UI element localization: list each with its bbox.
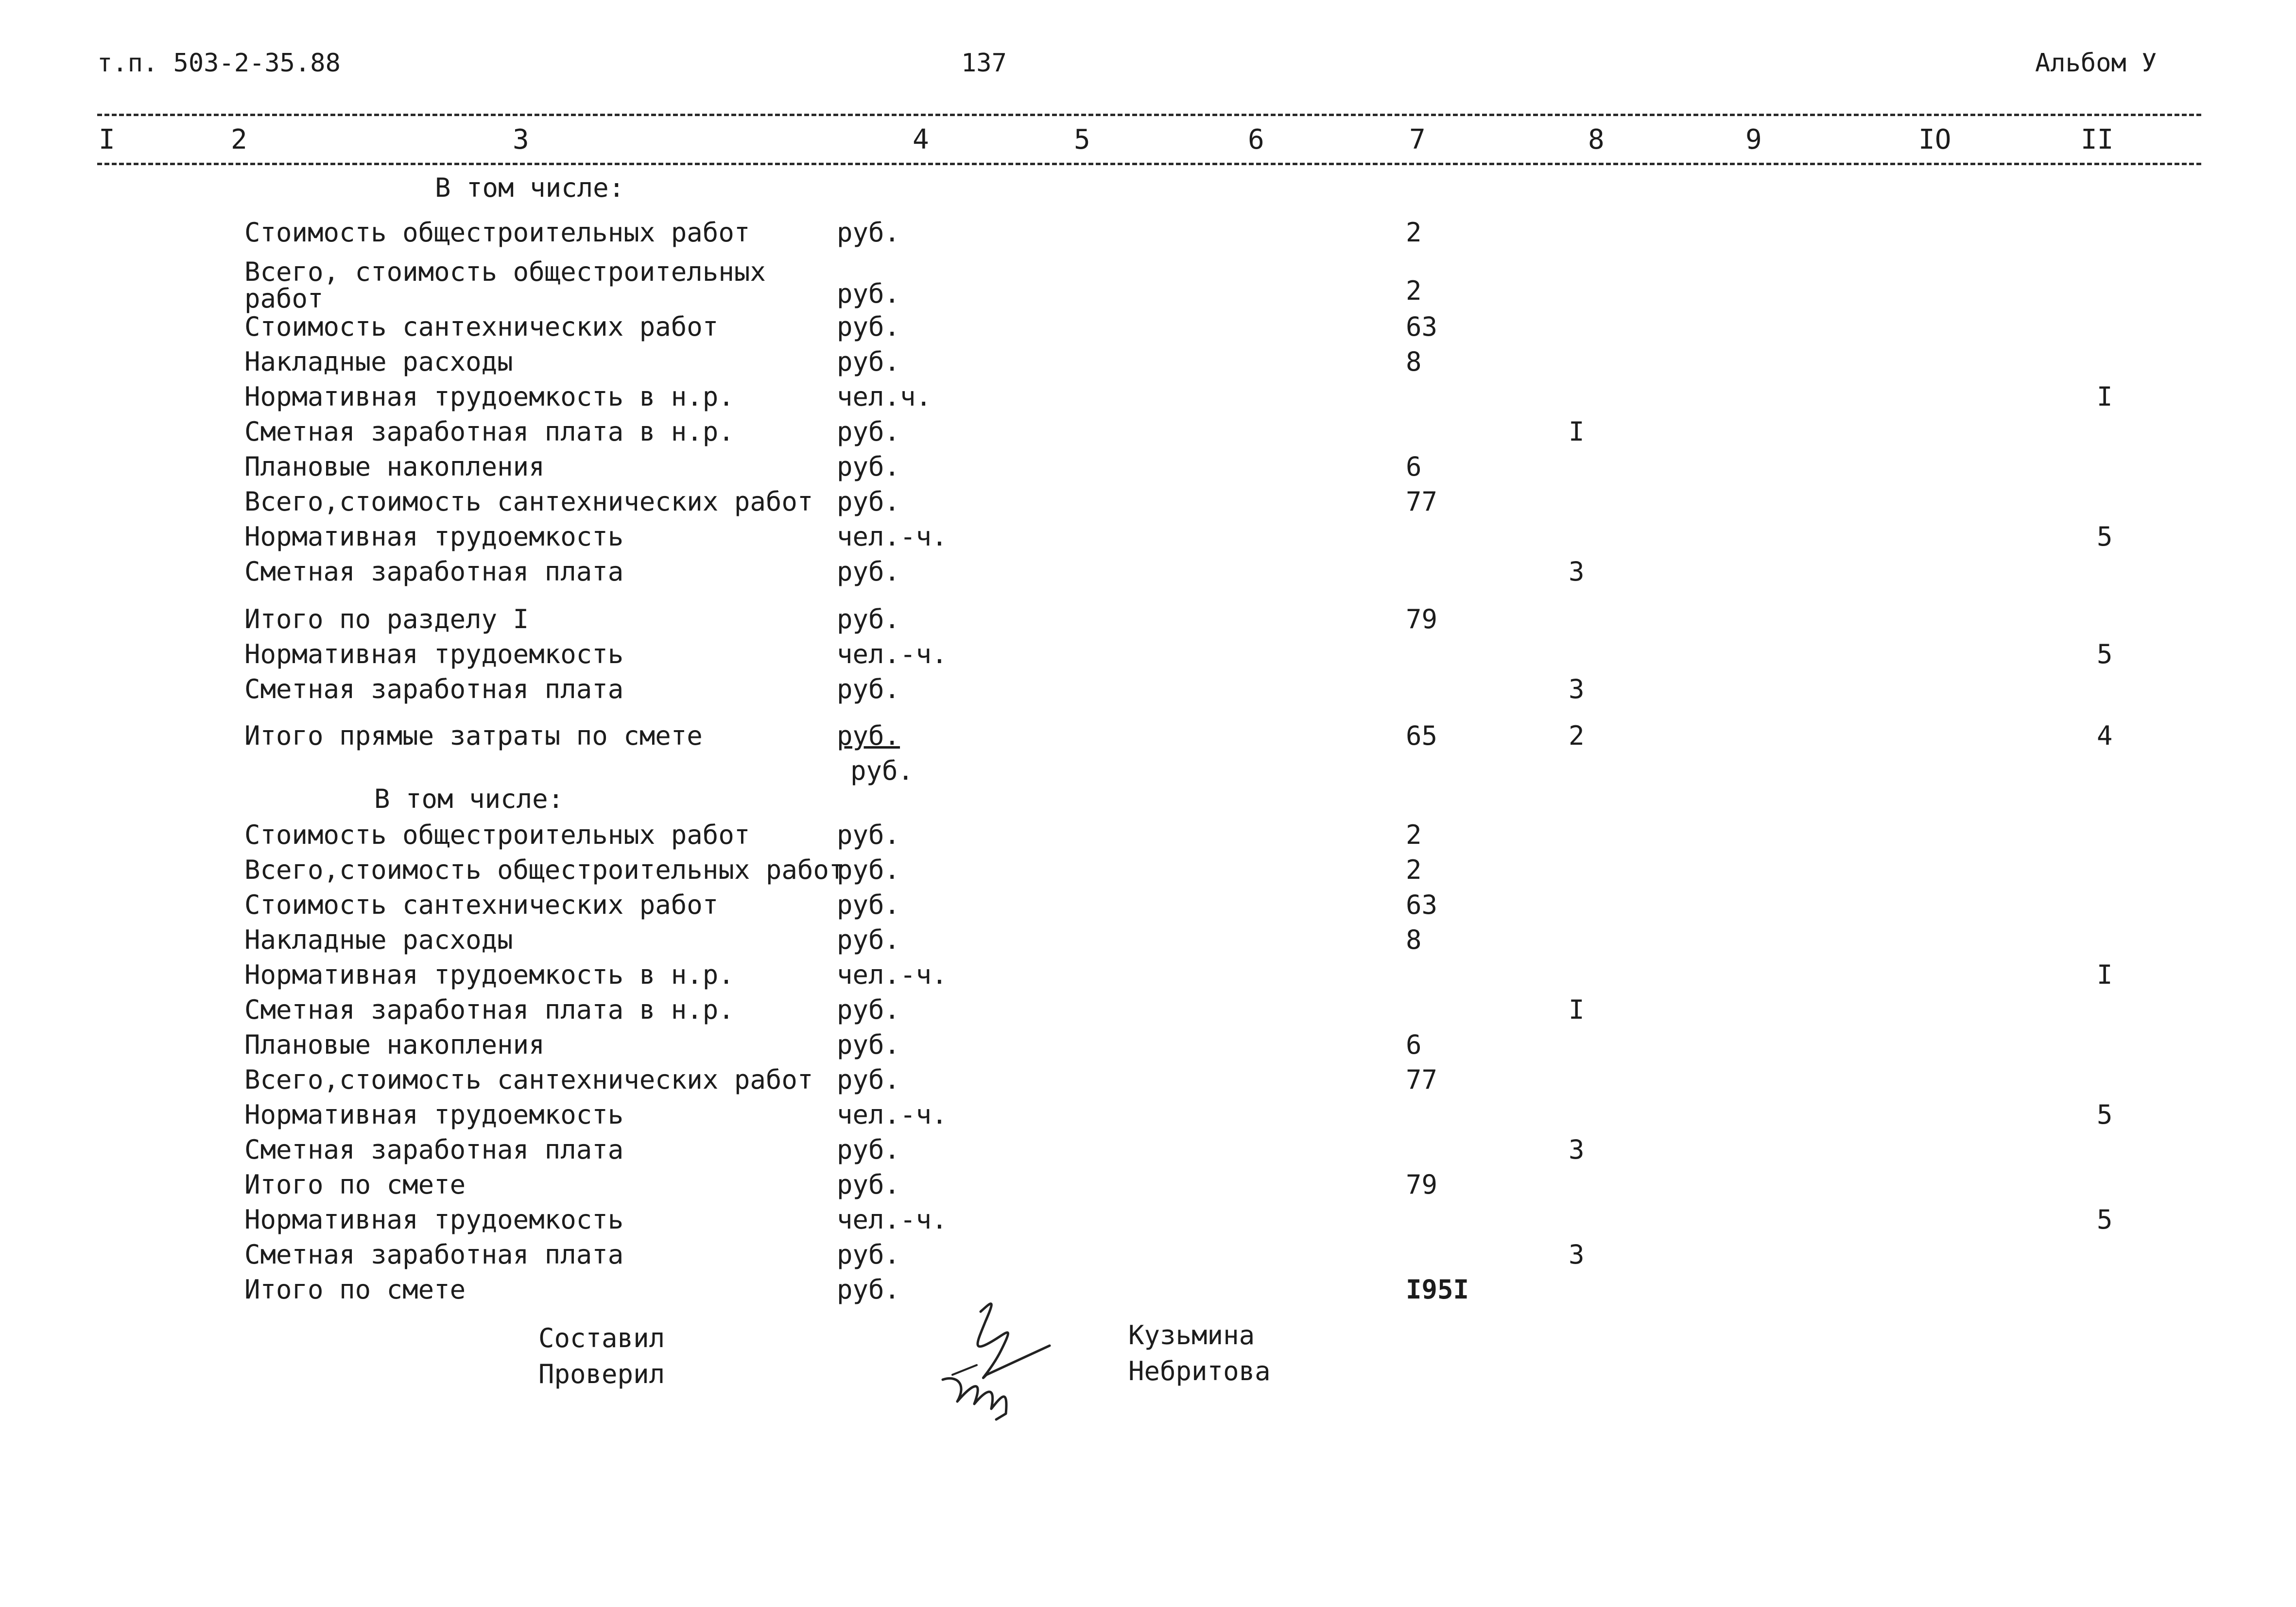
column-number: 3 <box>513 124 529 155</box>
table-row <box>0 256 2296 314</box>
column-11-value: 5 <box>2097 1204 2113 1235</box>
table-row <box>0 486 2296 520</box>
row-label: Всего,стоимость общестроительных работ <box>244 855 845 885</box>
table-row <box>0 381 2296 415</box>
row-unit: чел.-ч. <box>837 1204 948 1235</box>
column-7-value: 8 <box>1406 924 1422 955</box>
table-row <box>0 1274 2296 1308</box>
table-row <box>0 1134 2296 1168</box>
row-label: Сметная заработная плата в н.р. <box>244 994 734 1025</box>
column-number: 7 <box>1409 124 1426 155</box>
row-label: Итого по разделу I <box>244 604 529 634</box>
column-7-value: 2 <box>1406 217 1422 248</box>
row-label: Плановые накопления <box>244 451 545 482</box>
column-11-value: 5 <box>2097 521 2113 552</box>
row-unit: руб. <box>850 755 914 786</box>
column-number: 9 <box>1745 124 1762 155</box>
column-7-value: 63 <box>1406 889 1438 920</box>
column-8-value: 3 <box>1569 1134 1585 1165</box>
table-row <box>0 346 2296 380</box>
row-unit: руб. <box>837 1274 900 1305</box>
row-label: Всего,стоимость сантехнических работ <box>244 1064 813 1095</box>
table-row <box>0 786 2296 817</box>
composed-by-name: Кузьмина <box>1128 1320 1255 1351</box>
table-row <box>0 924 2296 958</box>
column-8-value: 3 <box>1569 556 1585 587</box>
column-11-value: I <box>2097 381 2113 412</box>
row-unit: руб. <box>837 720 900 751</box>
row-unit: руб. <box>837 311 900 342</box>
row-unit: руб. <box>837 674 900 704</box>
row-label: Всего,стоимость сантехнических работ <box>244 486 813 517</box>
row-label: В том числе: <box>374 784 564 814</box>
table-row <box>0 959 2296 993</box>
table-row <box>0 1169 2296 1203</box>
row-label: Стоимость общестроительных работ <box>244 820 750 850</box>
table-row <box>0 1204 2296 1238</box>
column-number: 2 <box>231 124 247 155</box>
row-label: Нормативная трудоемкость <box>244 639 624 669</box>
row-unit: чел.-ч. <box>837 521 948 552</box>
table-row <box>0 1064 2296 1098</box>
table-row <box>0 1239 2296 1273</box>
row-unit: руб. <box>837 451 900 482</box>
column-7-value: I95I <box>1406 1274 1469 1305</box>
table-row <box>0 416 2296 450</box>
row-unit: руб. <box>837 604 900 634</box>
row-label: В том числе: <box>435 172 625 203</box>
row-label: Сметная заработная плата <box>244 556 624 587</box>
row-label: Нормативная трудоемкость <box>244 1099 624 1130</box>
row-unit: руб. <box>837 486 900 517</box>
column-8-value: 3 <box>1569 674 1585 704</box>
page-number: 137 <box>961 49 1007 78</box>
column-7-value: 6 <box>1406 451 1422 482</box>
column-number: 6 <box>1248 124 1264 155</box>
table-row <box>0 451 2296 485</box>
column-number: II <box>2081 124 2114 155</box>
column-7-value: 79 <box>1406 1169 1438 1200</box>
row-label: Стоимость сантехнических работ <box>244 889 719 920</box>
column-number: 8 <box>1588 124 1605 155</box>
column-7-value: 2 <box>1406 820 1422 850</box>
checked-by-name: Небритова <box>1128 1356 1271 1386</box>
column-7-value: 2 <box>1406 855 1422 885</box>
header-divider-top <box>97 114 2201 116</box>
column-7-value: 6 <box>1406 1029 1422 1060</box>
row-unit: руб. <box>837 217 900 248</box>
row-unit: чел.-ч. <box>837 639 948 669</box>
table-row <box>0 994 2296 1028</box>
table-row <box>0 641 2296 672</box>
row-label: Нормативная трудоемкость <box>244 521 624 552</box>
table-row <box>0 172 2296 206</box>
column-8-value: 3 <box>1569 1239 1585 1270</box>
row-label: Накладные расходы <box>244 924 513 955</box>
column-8-value: I <box>1569 994 1585 1025</box>
row-unit: руб. <box>837 1134 900 1165</box>
row-unit: руб. <box>837 278 900 309</box>
row-label: Нормативная трудоемкость в н.р. <box>244 959 734 990</box>
table-row <box>0 822 2296 853</box>
composed-by-label: Составил <box>538 1323 665 1353</box>
column-7-value: 2 <box>1406 275 1422 306</box>
table-row <box>0 755 2296 789</box>
table-row <box>0 1099 2296 1133</box>
column-8-value: I <box>1569 416 1585 447</box>
row-label: Стоимость общестроительных работ <box>244 217 750 248</box>
row-label: Сметная заработная плата в н.р. <box>244 416 734 447</box>
table-row <box>0 606 2296 637</box>
column-7-value: 77 <box>1406 1064 1438 1095</box>
table-row <box>0 1029 2296 1063</box>
table-row <box>0 857 2296 888</box>
album-label: Альбом У <box>2035 49 2157 78</box>
row-unit: руб. <box>837 1169 900 1200</box>
row-unit: руб. <box>837 556 900 587</box>
column-number: IO <box>1918 124 1951 155</box>
document-code: т.п. 503-2-35.88 <box>97 49 341 78</box>
row-label-line-1: Всего, стоимость общестроительных <box>244 256 766 287</box>
row-label: Итого прямые затраты по смете <box>244 720 703 751</box>
table-row <box>0 889 2296 923</box>
column-11-value: 5 <box>2097 1099 2113 1130</box>
row-label: Стоимость сантехнических работ <box>244 311 719 342</box>
row-label-line-2: работ <box>244 283 324 314</box>
column-number: I <box>99 124 115 155</box>
table-row <box>0 311 2296 345</box>
row-unit: руб. <box>837 924 900 955</box>
column-7-value: 79 <box>1406 604 1438 634</box>
column-7-value: 8 <box>1406 346 1422 377</box>
row-label: Накладные расходы <box>244 346 513 377</box>
row-unit: руб. <box>837 820 900 850</box>
row-unit: руб. <box>837 1029 900 1060</box>
column-number: 4 <box>913 124 929 155</box>
table-row <box>0 217 2296 251</box>
row-unit: чел.-ч. <box>837 959 948 990</box>
row-unit: руб. <box>837 994 900 1025</box>
table-row <box>0 521 2296 555</box>
row-label: Итого по смете <box>244 1274 466 1305</box>
row-label: Нормативная трудоемкость в н.р. <box>244 381 734 412</box>
column-7-value: 77 <box>1406 486 1438 517</box>
header-divider-bottom <box>97 163 2201 165</box>
column-7-value: 63 <box>1406 311 1438 342</box>
row-unit: чел.ч. <box>837 381 932 412</box>
row-label: Сметная заработная плата <box>244 1134 624 1165</box>
table-row <box>0 556 2296 590</box>
handwritten-signature <box>923 1292 1069 1428</box>
row-unit: руб. <box>837 889 900 920</box>
column-8-value: 2 <box>1569 720 1585 751</box>
row-label: Сметная заработная плата <box>244 1239 624 1270</box>
row-label: Итого по смете <box>244 1169 466 1200</box>
row-unit: руб. <box>837 346 900 377</box>
table-row <box>0 720 2296 754</box>
row-unit: руб. <box>837 855 900 885</box>
table-row <box>0 676 2296 707</box>
column-number: 5 <box>1074 124 1090 155</box>
row-unit: руб. <box>837 416 900 447</box>
row-unit: чел.-ч. <box>837 1099 948 1130</box>
column-7-value: 65 <box>1406 720 1438 751</box>
row-label: Нормативная трудоемкость <box>244 1204 624 1235</box>
row-label: Сметная заработная плата <box>244 674 624 704</box>
row-label <box>244 258 766 312</box>
row-unit: руб. <box>837 1239 900 1270</box>
row-unit: руб. <box>837 1064 900 1095</box>
column-11-value: 5 <box>2097 639 2113 669</box>
row-label: Плановые накопления <box>244 1029 545 1060</box>
checked-by-label: Проверил <box>538 1359 665 1389</box>
column-11-value: 4 <box>2097 720 2113 751</box>
column-11-value: I <box>2097 959 2113 990</box>
